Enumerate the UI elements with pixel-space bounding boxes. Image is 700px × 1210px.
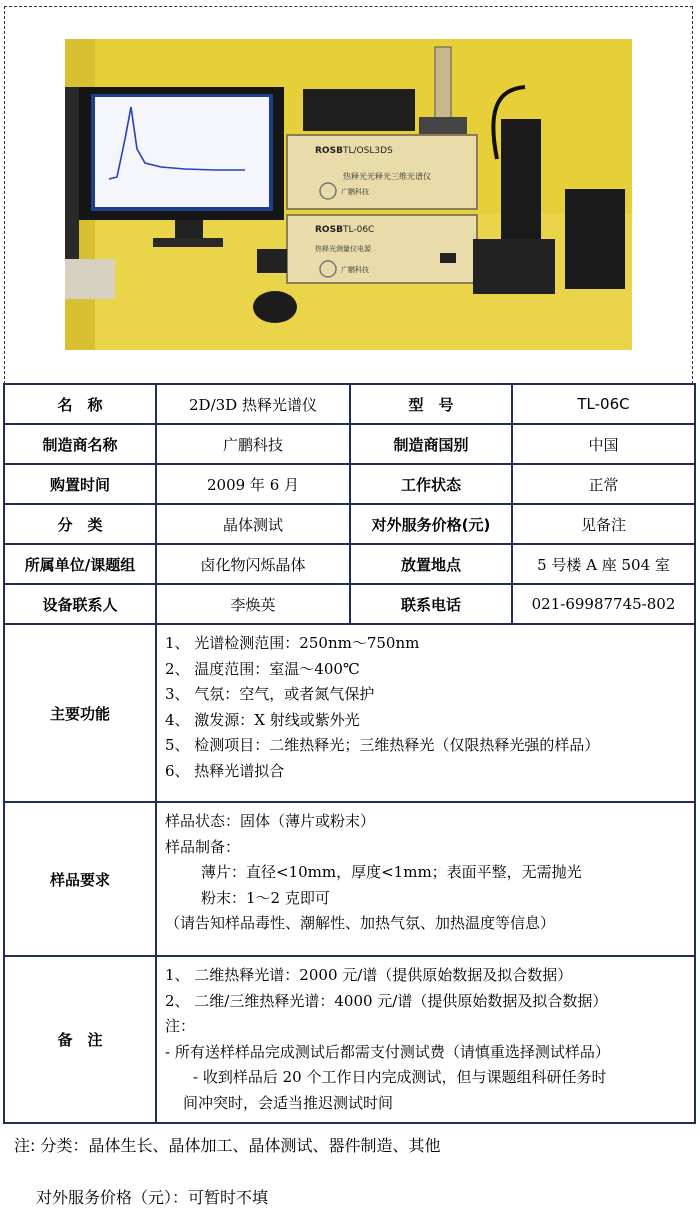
sample-label: 样品要求 <box>4 802 156 956</box>
upper-instrument <box>287 135 477 209</box>
remark-line: - 收到样品后 20 个工作日内完成测试，但与课题组科研任务时 <box>193 1068 607 1086</box>
name-value: 2D/3D 热释光谱仪 <box>156 384 350 424</box>
country-label: 制造商国别 <box>350 424 512 464</box>
instrument-illustration <box>65 39 632 350</box>
upper-brand: ROSB <box>315 146 343 156</box>
status-value: 正常 <box>512 464 695 504</box>
location-value: 5 号楼 A 座 504 室 <box>512 544 695 584</box>
function-item: 3、 气氛：空气，或者氮气保护 <box>165 685 375 703</box>
table-row <box>4 544 695 584</box>
phone-value: 021-69987745-802 <box>512 584 695 624</box>
remark-line: 1、 二维热释光谱：2000 元/谱（提供原始数据及拟合数据） <box>165 966 573 984</box>
price-label: 对外服务价格(元) <box>350 504 512 544</box>
maker-value: 广鹏科技 <box>156 424 350 464</box>
sample-powder: 粉末：1～2 克即可 <box>201 888 330 907</box>
functions-list <box>156 624 695 802</box>
category-value: 晶体测试 <box>156 504 350 544</box>
lower-model: TL-06C <box>343 225 375 235</box>
model-value: TL-06C <box>512 384 695 424</box>
table-row <box>4 956 695 1123</box>
sample-thin: 薄片：直径<10mm，厚度<1mm；表面平整，无需抛光 <box>201 863 582 881</box>
function-item: 5、 检测项目：二维热释光；三维热释光（仅限热释光强的样品） <box>165 736 600 754</box>
country-value: 中国 <box>512 424 695 464</box>
table-row <box>4 624 695 802</box>
lower-instrument <box>287 215 477 283</box>
function-item: 4、 激发源：X 射线或紫外光 <box>165 710 360 729</box>
upper-model: TL/OSL3DS <box>343 146 393 156</box>
lower-brand: ROSB <box>315 225 343 235</box>
footnote-categories: 注: 分类：晶体生长、晶体加工、晶体测试、器件制造、其他 <box>14 1136 441 1155</box>
sample-state: 样品状态：固体（薄片或粉末） <box>165 812 376 830</box>
contact-label: 设备联系人 <box>4 584 156 624</box>
upper-logo: 广鹏科技 <box>341 188 369 196</box>
lower-logo: 广鹏科技 <box>341 266 369 274</box>
contact-value: 李焕英 <box>156 584 350 624</box>
lower-name: 热释光测量仪电源 <box>315 245 371 253</box>
name-label: 名 称 <box>4 384 156 424</box>
remark-line: 间冲突时，会适当推迟测试时间 <box>183 1093 394 1112</box>
category-label: 分 类 <box>4 504 156 544</box>
model-label: 型 号 <box>350 384 512 424</box>
price-value: 见备注 <box>512 504 695 544</box>
function-item: 1、 光谱检测范围：250nm～750nm <box>165 634 420 652</box>
spec-table <box>3 383 696 1124</box>
remark-line: 2、 二维/三维热释光谱：4000 元/谱（提供原始数据及拟合数据） <box>165 991 608 1010</box>
upper-name: 热释光光释光三维光谱仪 <box>343 172 431 181</box>
location-label: 放置地点 <box>350 544 512 584</box>
table-row <box>4 384 695 424</box>
phone-label: 联系电话 <box>350 584 512 624</box>
table-row <box>4 464 695 504</box>
remark-line: 注： <box>165 1017 196 1035</box>
table-row <box>4 424 695 464</box>
sample-notice: （请告知样品毒性、潮解性、加热气氛、加热温度等信息） <box>165 914 556 932</box>
sample-prep: 样品制备： <box>165 837 241 856</box>
remarks-content <box>156 956 695 1123</box>
unit-value: 卤化物闪烁晶体 <box>156 544 350 584</box>
maker-label: 制造商名称 <box>4 424 156 464</box>
date-value: 2009 年 6 月 <box>156 464 350 504</box>
table-row <box>4 504 695 544</box>
remarks-label: 备 注 <box>4 956 156 1123</box>
table-row <box>4 584 695 624</box>
sample-requirements <box>156 802 695 956</box>
function-item: 2、 温度范围：室温～400℃ <box>165 659 360 678</box>
remark-line: - 所有送样样品完成测试后都需支付测试费（请慎重选择测试样品） <box>165 1042 610 1061</box>
unit-label: 所属单位/课题组 <box>4 544 156 584</box>
functions-label: 主要功能 <box>4 624 156 802</box>
footnote-price: 对外服务价格（元）：可暂时不填 <box>36 1188 269 1207</box>
function-item: 6、 热释光谱拟合 <box>165 761 285 780</box>
table-row <box>4 802 695 956</box>
instrument-photo <box>65 39 632 350</box>
date-label: 购置时间 <box>4 464 156 504</box>
status-label: 工作状态 <box>350 464 512 504</box>
